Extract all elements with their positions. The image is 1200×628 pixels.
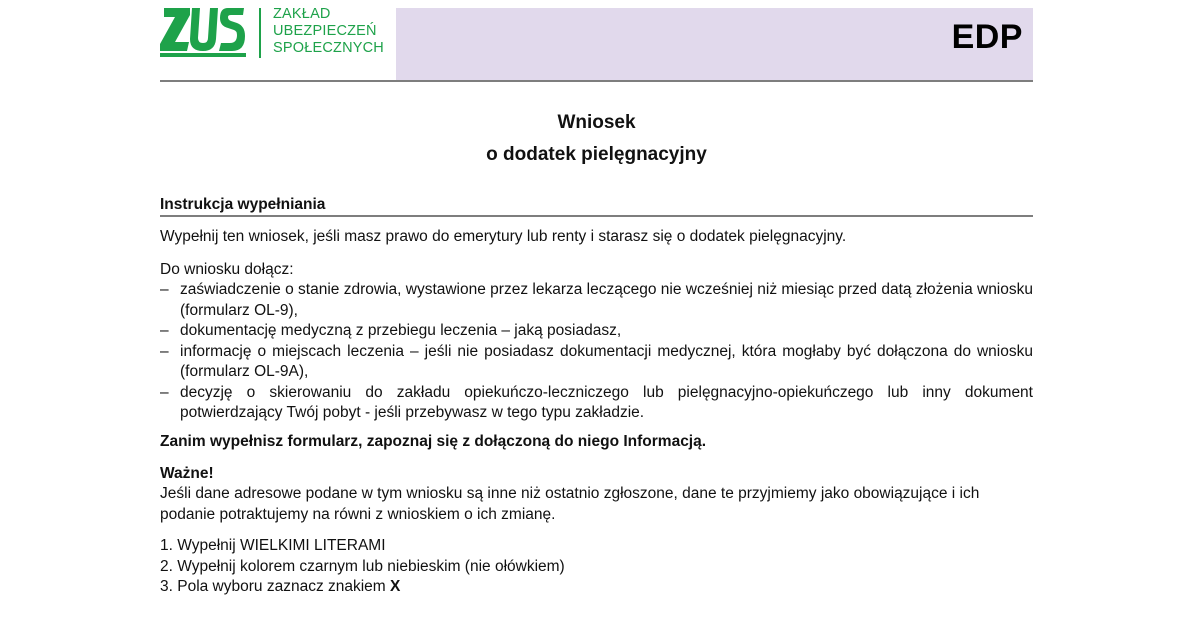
title-line-1: Wniosek	[557, 112, 636, 133]
dash-bullet: –	[160, 342, 169, 360]
attachment-text: decyzję o skierowaniu do zakładu opiekuńczo-leczniczego lub pielęgnacyjno-opiekuńczego lub inny dokument potwierdzający Twój pobyt - jeśli przebywasz w tego typu zakładzie.	[180, 383, 1033, 421]
step-text: 1. Wypełnij WIELKIMI LITERAMI	[160, 537, 386, 554]
logo-wordmark	[273, 6, 384, 57]
header-divider	[160, 80, 1033, 82]
attachment-text: informację o miejscach leczenia – jeśli nie posiadasz dokumentacji medycznej, która mogłaby być dołączona do wniosku (formularz OL-9A),	[180, 342, 1033, 380]
document-title	[160, 107, 1033, 171]
attachments-label: Do wniosku dołącz:	[160, 261, 294, 278]
dash-bullet: –	[160, 383, 169, 401]
instructions-intro: Wypełnij ten wniosek, jeśli masz prawo do emerytury lub renty i starasz się o dodatek pielęgnacyjny.	[160, 228, 847, 245]
attachments-list	[160, 280, 1033, 424]
form-code-box	[396, 8, 1033, 80]
step-item	[160, 536, 1033, 557]
instructions-heading: Instrukcja wypełniania	[160, 196, 326, 213]
step-item	[160, 577, 1033, 598]
step-item	[160, 557, 1033, 578]
attachment-item	[160, 342, 1033, 383]
attachment-item	[160, 321, 1033, 342]
dash-bullet: –	[160, 322, 169, 339]
read-information-notice: Zanim wypełnisz formularz, zapoznaj się z dołączoną do niego Informacją.	[160, 433, 707, 450]
dash-bullet: –	[160, 281, 169, 298]
important-text: Jeśli dane adresowe podane w tym wniosku są inne niż ostatnio zgłoszone, dane te przyjmiemy jako obowiązujące i ich podanie potraktujemy na równi z wnioskiem o ich zmianę.	[160, 485, 980, 523]
zus-logo	[160, 6, 390, 62]
logo-line-3: SPOŁECZNYCH	[273, 40, 384, 56]
important-heading: Ważne!	[160, 465, 214, 482]
form-code: EDP	[951, 18, 1023, 56]
instructions-divider	[160, 215, 1033, 217]
logo-divider	[259, 8, 261, 58]
logo-line-2: UBEZPIECZEŃ	[273, 23, 377, 39]
logo-line-1: ZAKŁAD	[273, 6, 331, 22]
fill-steps-list	[160, 536, 1033, 598]
title-line-2: o dodatek pielęgnacyjny	[486, 144, 707, 165]
step-text: 2. Wypełnij kolorem czarnym lub niebieskim (nie ołówkiem)	[160, 557, 565, 575]
attachment-item	[160, 383, 1033, 424]
zus-logo-mark-icon	[160, 6, 246, 58]
x-mark: X	[390, 578, 401, 595]
attachment-item	[160, 280, 1033, 321]
attachment-text: zaświadczenie o stanie zdrowia, wystawione przez lekarza leczącego nie wcześniej niż miesiąc przed datą złożenia wniosku (formularz OL-9),	[180, 281, 1033, 319]
document-header	[160, 0, 1033, 81]
step-text: 3. Pola wyboru zaznacz znakiem	[160, 578, 391, 595]
attachment-text: dokumentację medyczną z przebiegu leczenia – jaką posiadasz,	[180, 322, 622, 339]
